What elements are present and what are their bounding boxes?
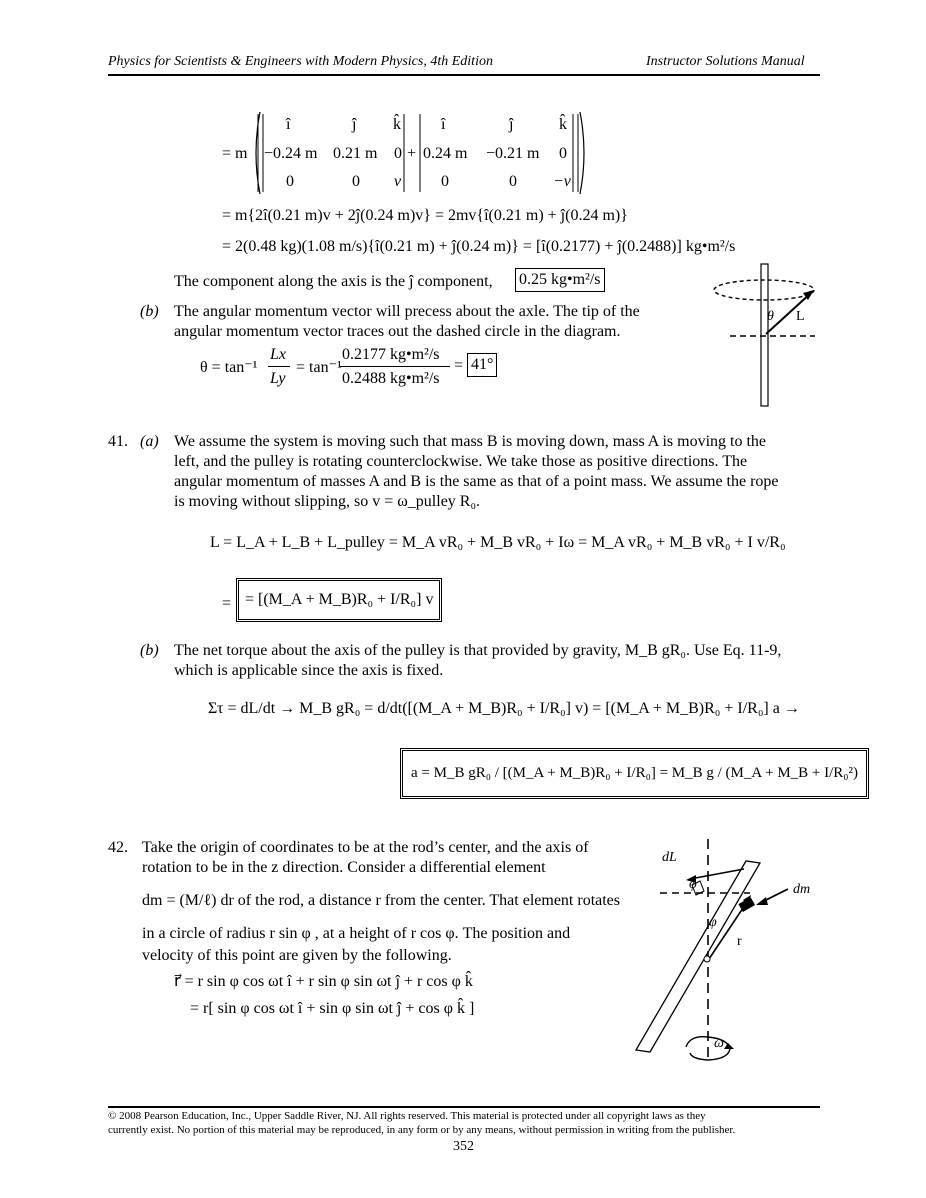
p41-a-line4: is moving without slipping, so v = ω_pulley R₀. [174,493,481,510]
eq-position-2: = r[ sin φ cos ωt î + sin φ sin ωt ĵ + cos φ k̂ ] [190,1000,475,1017]
eq-L-boxed-prefix: = [222,595,232,612]
det2-r3c3: −v [553,173,571,190]
det2-r2c2: −0.21 m [486,145,540,162]
theta-lhs: θ = tan⁻¹ [200,359,258,376]
theta-frac2-bar [340,366,450,367]
header-rule [108,74,820,76]
p41-b-label: (b) [140,642,159,659]
p41-number: 41. [108,433,128,450]
p41-a-line3: angular momentum of masses A and B is the same as that of a point mass. We assume the rope [174,473,779,490]
det2-r3c2: 0 [509,173,517,190]
eq-acceleration: a = M_B gR₀ / [(M_A + M_B)R₀ + I/R₀] = M_B g / (M_A + M_B + I/R₀²) [400,748,869,799]
p42-line5: velocity of this point are given by the following. [142,947,452,964]
p42-line2: rotation to be in the z direction. Consider a differential element [142,859,546,876]
diagram-omega-label: ω [714,1036,724,1051]
det1-r3c1: 0 [286,173,294,190]
theta-equals: = [454,357,464,374]
footer-copyright-line1: © 2008 Pearson Education, Inc., Upper Saddle River, NJ. All rights reserved. This material is protected under all copyright laws as they [108,1110,706,1122]
det2-r1c1: î [441,116,446,133]
diagram-dm-label: dm [793,882,811,897]
eq-L-total: L = L_A + L_B + L_pulley = M_A vR₀ + M_B vR₀ + Iω = M_A vR₀ + M_B vR₀ + I v/R₀ [210,534,786,551]
eq-cross-product-result: = m{2î(0.21 m)v + 2ĵ(0.24 m)v} = 2mv{î(0.21 m) + ĵ(0.24 m)} [222,207,628,224]
precession-diagram [700,260,830,410]
p40-b-label: (b) [140,303,159,320]
p41-b-line2: which is applicable since the axis is fixed. [174,662,444,679]
theta-frac1-den: Ly [270,370,286,387]
p41-b-line1: The net torque about the axis of the pulley is that provided by gravity, M_B gR₀. Use Eq. 11-9, [174,642,782,659]
footer-rule [108,1106,820,1108]
det1-r1c3: k̂ [393,116,401,133]
eq-torque: Στ = dL/dt → M_B gR₀ = d/dt([(M_A + M_B)R₀ + I/R₀] v) = [(M_A + M_B)R₀ + I/R₀] a → [208,700,800,717]
p41-a-line1: We assume the system is moving such that mass B is moving down, mass A is moving to the [174,433,767,450]
diagram-phi-angle-label: φ [709,915,717,930]
det1-r3c2: 0 [352,173,360,190]
theta-frac1-num: Lx [270,346,286,363]
eq-L-boxed: = [(M_A + M_B)R₀ + I/R₀] v [236,578,442,622]
det-eq-prefix: = m [222,145,248,162]
p40-b-line2: angular momentum vector traces out the dashed circle in the diagram. [174,323,621,340]
det1-r2c1: −0.24 m [264,145,318,162]
header-book-title: Physics for Scientists & Engineers with Modern Physics, 4th Edition [108,54,493,69]
p42-line3: dm = (M/ℓ) dr of the rod, a distance r from the center. That element rotates [142,892,621,909]
diagram-theta-label: θ [767,309,774,324]
det2-r1c2: ĵ [509,116,514,133]
header-manual-title: Instructor Solutions Manual [646,54,805,69]
det1-r2c3: 0 [394,145,402,162]
theta-answer-box: 41° [467,353,497,377]
diagram-r-label: r [737,934,742,949]
diagram-L-label: L [796,309,805,324]
page-number: 352 [453,1139,474,1154]
det2-r3c1: 0 [441,173,449,190]
det2-r2c1: 0.24 m [423,145,468,162]
p41-a-line2: left, and the pulley is rotating counterclockwise. We take those as positive directions. The [174,453,748,470]
component-text: The component along the axis is the ĵ component, [174,273,493,290]
theta-frac1-bar [268,366,290,367]
component-answer-box: 0.25 kg•m²/s [515,268,605,292]
p41-a-label: (a) [140,433,159,450]
footer-copyright-line2: currently exist. No portion of this material may be reproduced, in any form or by any means, without permission in writing from the publisher. [108,1124,736,1136]
p42-line1: Take the origin of coordinates to be at the rod’s center, and the axis of [142,839,589,856]
det2-r2c3: 0 [559,145,567,162]
det-plus: + [407,145,417,162]
p42-number: 42. [108,839,128,856]
p40-b-line1: The angular momentum vector will precess about the axle. The tip of the [174,303,640,320]
rotating-rod-diagram [630,835,830,1070]
det1-r3c3: v [394,173,402,190]
theta-frac2-den: 0.2488 kg•m²/s [342,370,440,387]
p42-line4: in a circle of radius r sin φ , at a height of r cos φ. The position and [142,925,571,942]
diagram-dL-label: dL [662,850,677,865]
det1-r1c2: ĵ [352,116,357,133]
diagram-phi-top-label: φ [689,877,697,892]
det2-r1c3: k̂ [559,116,567,133]
eq-position-1: r⃗ = r sin φ cos ωt î + r sin φ sin ωt ĵ + r cos φ k̂ [174,973,473,990]
theta-frac2-num: 0.2177 kg•m²/s [342,346,440,363]
theta-mid: = tan⁻¹ [296,359,342,376]
eq-angular-momentum-value: = 2(0.48 kg)(1.08 m/s){î(0.21 m) + ĵ(0.24 m)} = [î(0.2177) + ĵ(0.2488)] kg•m²/s [222,238,736,255]
det1-r2c2: 0.21 m [333,145,378,162]
det1-r1c1: î [286,116,291,133]
